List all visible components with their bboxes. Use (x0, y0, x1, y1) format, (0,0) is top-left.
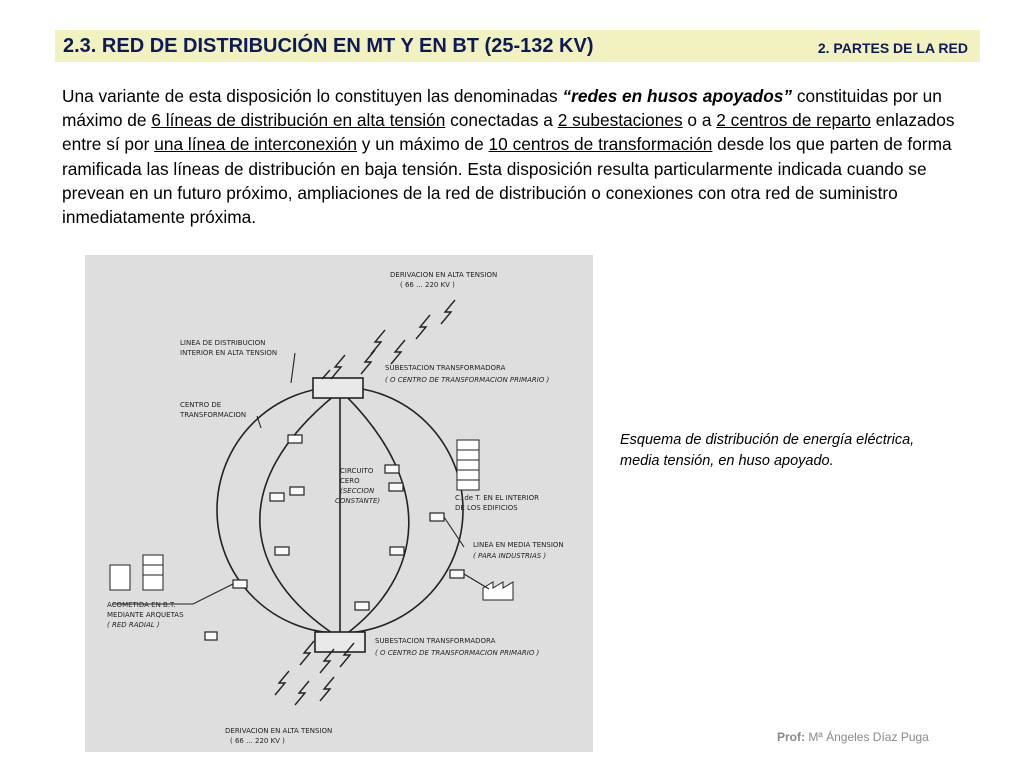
hv-arrow-icon (371, 330, 385, 354)
text-run: conectadas a (445, 110, 558, 131)
substation-bottom-box (315, 632, 365, 652)
diagram-label: DERIVACION EN ALTA TENSION (225, 727, 333, 735)
author-label: Prof: (777, 730, 805, 744)
diagram-label: CONSTANTE) (335, 497, 381, 505)
transformer-center-icon (275, 547, 289, 555)
text-run: enlazados entre sí por (62, 110, 955, 155)
distribution-diagram (85, 255, 593, 752)
factory-icon (483, 582, 513, 600)
author-footer (777, 730, 929, 744)
hv-arrow-icon (441, 300, 455, 324)
diagram-label: LINEA DE DISTRIBUCION (180, 339, 266, 347)
mv-branch-line (464, 574, 489, 589)
building-icon (457, 440, 479, 490)
leader-line (291, 353, 295, 383)
transformer-center-icon (290, 487, 304, 495)
hv-arrow-icon (331, 355, 345, 379)
transformer-center-icon (270, 493, 284, 501)
underlined-term: 2 subestaciones (557, 110, 683, 131)
diagram-svg (85, 255, 593, 752)
underlined-term: 10 centros de transformación (488, 134, 713, 155)
text-run: desde los que parten de forma ramificada las líneas de distribución en baja tensión. Esta disposición resulta particularmente indicada cuando se prevean en un futuro próximo, ampliaciones de la red de distribución o conexiones con otra red de suministro inmediatamente próxima. (62, 134, 952, 228)
diagram-label: ( 66 ... 220 KV ) (400, 281, 455, 289)
diagram-label: C. de T. EN EL INTERIOR (455, 494, 539, 502)
body-paragraph (62, 84, 977, 229)
hv-arrow-icon (275, 671, 289, 695)
diagram-label: CENTRO DE (180, 401, 222, 409)
transformer-center-icon (430, 513, 444, 521)
hv-arrow-icon (300, 641, 314, 665)
transformer-center-icon (288, 435, 302, 443)
transformer-center-icon (205, 632, 217, 640)
diagram-label: CERO (340, 477, 360, 485)
building-icon (143, 555, 163, 590)
text-run: o a (682, 110, 717, 131)
diagram-label: ( PARA INDUSTRIAS ) (473, 552, 547, 560)
diagram-label: TRANSFORMACION (180, 411, 247, 419)
author-name: Mª Ángeles Díaz Puga (805, 730, 929, 744)
lens-right (345, 395, 409, 635)
underlined-term: 2 centros de reparto (716, 110, 871, 131)
title-bar (55, 30, 980, 62)
diagram-label: MEDIANTE ARQUETAS (107, 611, 184, 619)
diagram-label: DERIVACION EN ALTA TENSION (390, 271, 498, 279)
hv-arrow-icon (295, 681, 309, 705)
transformer-center-icon (385, 465, 399, 473)
text-run: y un máximo de (356, 134, 489, 155)
underlined-term: una línea de interconexión (154, 134, 357, 155)
diagram-label: CIRCUITO (340, 467, 374, 475)
diagram-label: DE LOS EDIFICIOS (455, 504, 518, 512)
diagram-label: ( O CENTRO DE TRANSFORMACION PRIMARIO ) (385, 376, 550, 384)
text-run: Una variante de esta disposición lo constituyen las denominadas (62, 86, 563, 106)
diagram-label: ( O CENTRO DE TRANSFORMACION PRIMARIO ) (375, 649, 540, 657)
diagram-label: INTERIOR EN ALTA TENSION (180, 349, 278, 357)
underlined-term: 6 líneas de distribución en alta tensión (151, 110, 446, 131)
section-label: 2. PARTES DE LA RED (817, 40, 968, 56)
hv-arrow-icon (391, 340, 405, 364)
page-title: 2.3. RED DE DISTRIBUCIÓN EN MT Y EN BT (25-132 KV) (63, 35, 594, 57)
transformer-center-icon (233, 580, 247, 588)
building-icon (110, 565, 130, 590)
diagram-label: (SECCION (340, 487, 375, 495)
text-run: constituidas por un máximo de (62, 86, 942, 131)
transformer-center-icon (355, 602, 369, 610)
hv-arrow-icon (416, 315, 430, 339)
figure-caption: Esquema de distribución de energía eléctrica, media tensión, en huso apoyado. (620, 432, 915, 469)
diagram-label: ACOMETIDA EN B.T. (107, 601, 176, 609)
substation-top-box (313, 378, 363, 398)
hv-arrow-icon (361, 350, 375, 374)
transformer-center-icon (450, 570, 464, 578)
diagram-label: SUBESTACION TRANSFORMADORA (375, 637, 496, 645)
hv-arrow-icon (320, 677, 334, 701)
diagram-label: ( 66 ... 220 KV ) (230, 737, 285, 745)
transformer-center-icon (390, 547, 404, 555)
lens-left (260, 395, 335, 635)
transformer-center-icon (389, 483, 403, 491)
diagram-label: ( RED RADIAL ) (107, 621, 160, 629)
diagram-label: SUBESTACION TRANSFORMADORA (385, 364, 506, 372)
emphasis-term: “redes en husos apoyados” (562, 86, 793, 106)
diagram-label: LINEA EN MEDIA TENSION (473, 541, 564, 549)
